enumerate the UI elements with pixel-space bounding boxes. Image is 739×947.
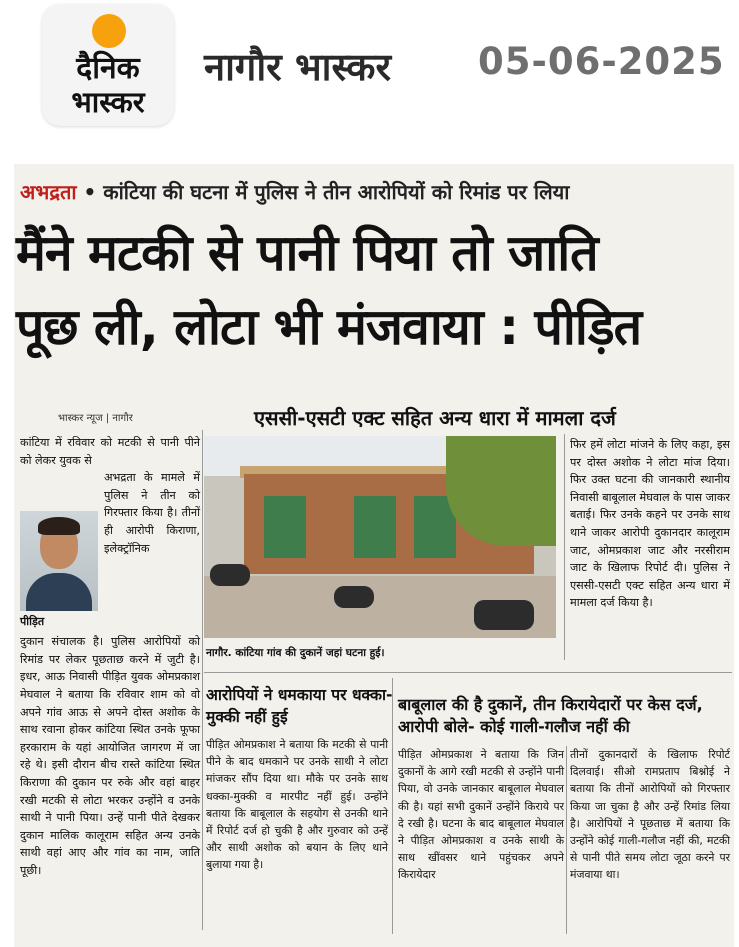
- logo-sun-icon: [92, 14, 126, 48]
- scene-caption: नागौर. कांटिया गांव की दुकानें जहां घटना हुई।: [206, 647, 385, 659]
- app-header: [0, 0, 739, 158]
- kicker-text: कांटिया की घटना में पुलिस ने तीन आरोपियों को रिमांड पर लिया: [103, 180, 570, 204]
- box3-body-right: तीनों दुकानदारों के खिलाफ रिपोर्ट दिलवाई। सीओ रामप्रताप बिश्नोई ने बताया कि तीनों आरोपियों को गिरफ्तार किया जा चुका है और उन्हें रिमांड लिया है। आरोपियों ने पूछताछ में बताया कि उन्होंने कोई गाली-गलौज नहीं की, मटकी से पानी पीते समय लोटा जूठा करने पर मंजवाया था।: [570, 748, 730, 882]
- dainik-bhaskar-logo[interactable]: [42, 4, 174, 126]
- victim-portrait: [20, 511, 98, 611]
- edition-date: 05-06-2025: [478, 40, 725, 83]
- kicker: [20, 178, 569, 205]
- scene-motorbike: [474, 600, 534, 630]
- box2-body: पीड़ित ओमप्रकाश ने बताया कि मटकी से पानी पीने के बाद धमकाने पर उनके साथी ने लोटा मांजकर सौंप दिया था। मौके पर उनके साथ धक्का-मुक्की व मारपीट नहीं हुई। उन्होंने बताया कि बाबूलाल के सहयोग से उनकी थाने में रिपोर्ट दर्ज हो चुकी है और गुरुवार को उन्हें और साथी अशोक को बयान के लिए थाने बुलाया गया है।: [206, 738, 388, 872]
- byline: भास्कर न्यूज | नागौर: [58, 413, 133, 424]
- scene-motorbike: [210, 564, 250, 586]
- subhead: एससी-एसटी एक्ट सहित अन्य धारा में मामला दर्ज: [254, 406, 616, 430]
- scene-motorbike: [334, 586, 374, 608]
- col1-intro: कांटिया में रविवार को मटकी से पानी पीने को लेकर युवक से: [20, 436, 200, 467]
- column-1: [20, 434, 200, 880]
- edition-title: नागौर भास्कर: [204, 45, 392, 89]
- headline: [16, 216, 732, 364]
- column-divider: [202, 430, 203, 930]
- scene-shutter: [354, 496, 396, 558]
- logo-text-line1: दैनिक: [76, 51, 140, 86]
- victim-photo-block: [20, 469, 200, 633]
- column-divider: [566, 746, 567, 934]
- kicker-separator: •: [76, 180, 104, 204]
- headline-line1: मैंने मटकी से पानी पिया तो जाति: [16, 224, 598, 282]
- portrait-caption: पीड़ित: [20, 615, 45, 629]
- box3-body-left: पीड़ित ओमप्रकाश ने बताया कि जिन दुकानों के आगे रखी मटकी से उन्होंने पानी पिया, वो उनके जानकार बाबूलाल मेघवाल की है। यहां सभी दुकानें उन्होंने किराये पर दे रखी है। घटना के बाद बाबूलाल मेघवाल ने पीड़ित ओमप्रकाश व उनके साथी के साथ खींवसर थाने पहुंचकर अपने किरायेदार: [398, 748, 564, 882]
- section-divider: [204, 672, 732, 673]
- scene-shutter: [264, 496, 306, 558]
- box2-title: आरोपियों ने धमकाया पर धक्का-मुक्की नहीं हुई: [206, 686, 393, 726]
- newspaper-clipping: [14, 164, 734, 947]
- logo-text-line2: भास्कर: [71, 85, 145, 119]
- portrait-shirt: [26, 573, 92, 611]
- box3-title: बाबूलाल की है दुकानें, तीन किरायेदारों पर केस दर्ज, आरोपी बोले- कोई गाली-गलौज नहीं की: [398, 695, 703, 736]
- kicker-tag: अभद्रता: [20, 180, 77, 204]
- column-3: फिर हमें लोटा मांजने के लिए कहा, इस पर दोस्त अशोक ने लोटा मांज दिया। फिर उक्त घटना की जानकारी स्थानीय निवासी बाबूलाल मेघवाल के पास जाकर बताई। फिर उनके कहने पर उनके साथ थाने जाकर आरोपी दुकानदार कालूराम जाट, ओमप्रकाश जाट और नरसीराम जाट के खिलाफ रिपोर्ट दी। पुलिस ने एससी-एसटी एक्ट सहित अन्य धारा में मामला दर्ज किया है।: [570, 438, 730, 610]
- col1-body: दुकान संचालक है। पुलिस आरोपियों को रिमांड पर लेकर पूछताछ करने में जुटी है। इधर, आऊ निवासी पीड़ित युवक ओमप्रकाश मेघवाल ने बताया कि रविवार शाम को वो अपने गांव आऊ से अपने दोस्त अशोक के साथ रवाना होकर कांटिया स्थित उनके फूफा हरकाराम के यहां आयोजित जागरण में जा रहे थे। इसी दौरान बीच रास्ते कांटिया स्थित किराणा की दुकान पर रुके और वहां बाहर रखी मटकी से लोटा भरकर उन्होंने व उनके साथी ने पानी पिया। उन्हें पानी पीते देखकर दुकान मालिक कालूराम सहित अन्य उनके साथी वहां आए और गांव का नाम, जाति पूछी।: [20, 635, 200, 877]
- portrait-hair: [38, 517, 80, 535]
- shop-scene-photo: [204, 436, 556, 638]
- headline-line2: पूछ ली, लोटा भी मंजवाया : पीड़ित: [16, 298, 642, 356]
- col1-beside-photo: अभद्रता के मामले में पुलिस ने तीन को गिरफ्तार किया है। तीनों ही आरोपी किराणा, इलेक्ट्रॉनिक: [104, 471, 200, 555]
- column-divider: [564, 434, 565, 660]
